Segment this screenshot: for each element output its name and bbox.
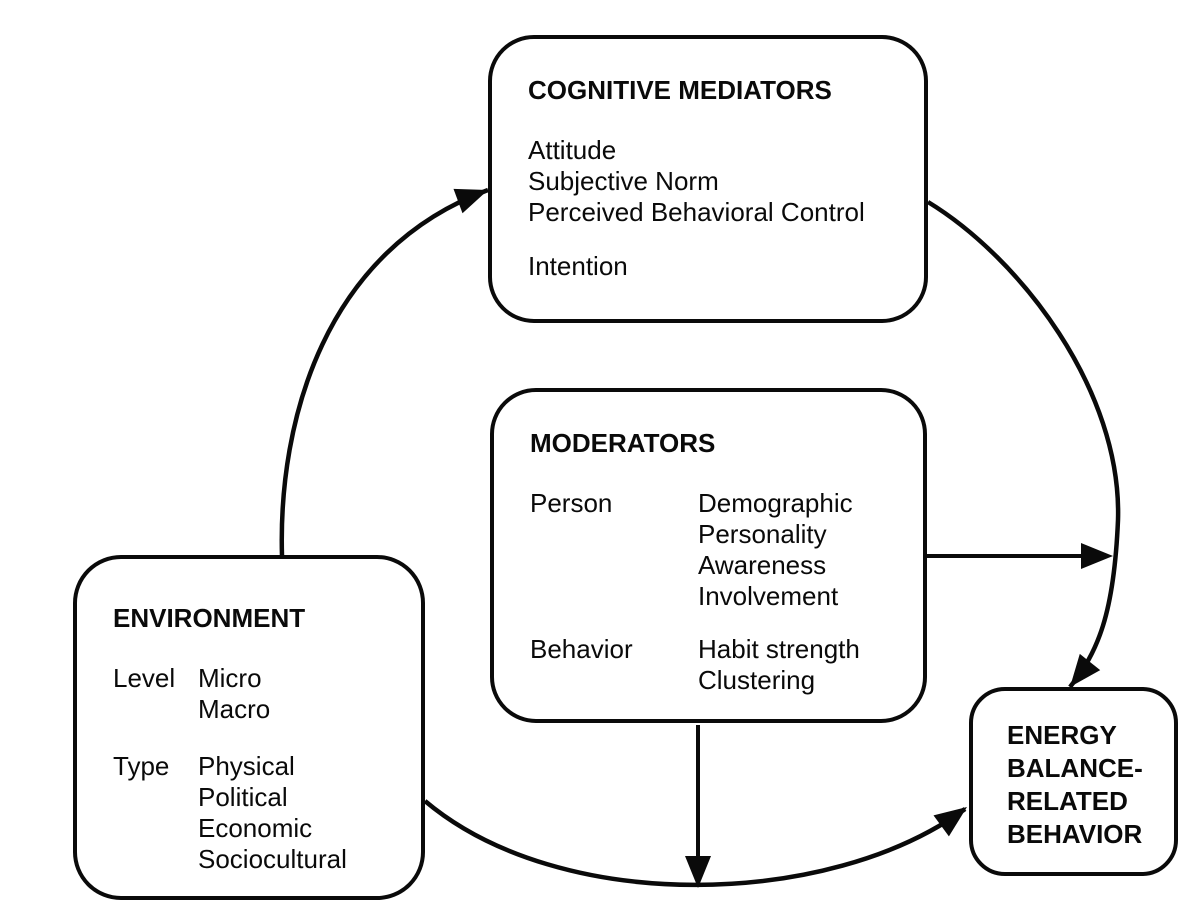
environment-item: Macro <box>198 694 271 724</box>
moderators-person-group <box>530 488 905 612</box>
spacer <box>528 228 906 251</box>
arc-cognitive-mediators-to-behavior <box>928 202 1118 687</box>
energy-title-line: BALANCE- <box>1007 753 1143 783</box>
group-label: Person <box>530 488 613 518</box>
environment-type-group <box>113 751 407 875</box>
moderators-title: MODERATORS <box>530 428 716 458</box>
environment-item: Physical <box>198 751 295 781</box>
cognitive-mediators-box <box>488 35 928 323</box>
energy-balance-related-behavior-box <box>969 687 1178 876</box>
moderator-item: Demographic <box>698 488 853 518</box>
spacer <box>113 725 407 751</box>
arrow-cognitive-mediators-to-behavior <box>928 202 1118 687</box>
environment-item: Sociocultural <box>198 844 347 874</box>
arrow-moderators-to-bottom-arc <box>685 725 711 888</box>
energy-title-line: RELATED <box>1007 786 1128 816</box>
moderator-item: Habit strength <box>698 634 860 664</box>
environment-box <box>73 555 425 900</box>
spacer <box>530 612 905 634</box>
moderator-item: Awareness <box>698 550 827 580</box>
arrowhead-into-behavior-left <box>934 807 968 836</box>
energy-title-line: BEHAVIOR <box>1007 819 1143 849</box>
cognitive-item: Attitude <box>528 135 617 165</box>
cognitive-item: Subjective Norm <box>528 166 719 196</box>
moderator-item: Involvement <box>698 581 839 611</box>
moderator-item: Clustering <box>698 665 816 695</box>
group-items <box>698 488 853 612</box>
moderators-box <box>490 388 927 723</box>
cognitive-outcome-item: Intention <box>528 251 628 281</box>
moderators-behavior-group <box>530 634 905 696</box>
group-items <box>198 663 270 725</box>
group-items <box>698 634 860 696</box>
arrowhead-into-cognitive-mediators <box>454 189 489 213</box>
environment-level-group <box>113 663 407 725</box>
group-items <box>198 751 347 875</box>
environment-title: ENVIRONMENT <box>113 603 306 633</box>
arrowhead-moderators-right <box>1081 543 1113 569</box>
group-label: Level <box>113 663 176 693</box>
group-label: Type <box>113 751 170 781</box>
cognitive-mediators-title: COGNITIVE MEDIATORS <box>528 75 832 105</box>
energy-title-line: ENERGY <box>1007 720 1117 750</box>
environment-item: Micro <box>198 663 262 693</box>
environment-item: Economic <box>198 813 313 843</box>
moderator-item: Personality <box>698 519 827 549</box>
environment-item: Political <box>198 782 288 812</box>
group-label: Behavior <box>530 634 633 664</box>
arrow-environment-to-cognitive-mediators <box>282 189 488 556</box>
arc-environment-to-cognitive-mediators <box>282 190 488 556</box>
cognitive-item: Perceived Behavioral Control <box>528 197 865 227</box>
arrowhead-into-behavior-top <box>1070 654 1100 687</box>
arrow-moderators-to-right-arc <box>923 543 1113 569</box>
